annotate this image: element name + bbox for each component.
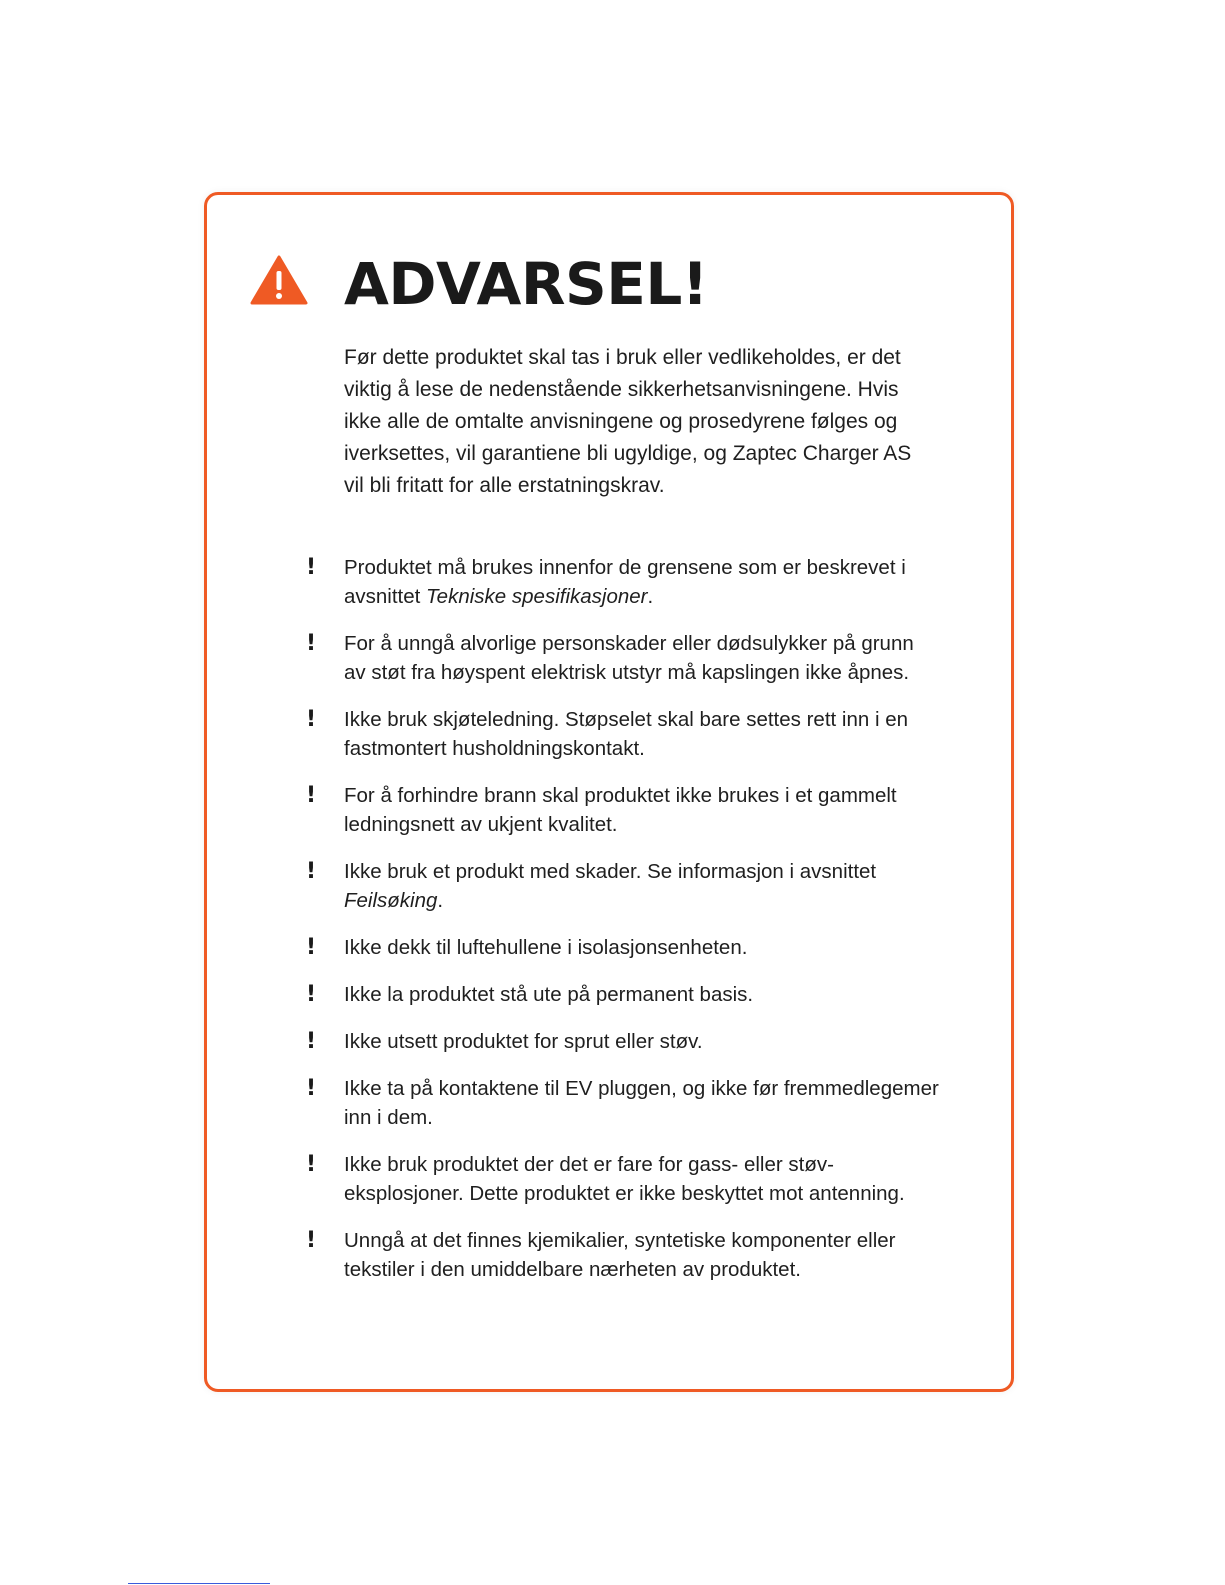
warning-item [300, 1027, 940, 1056]
exclamation-icon: ! [306, 859, 317, 884]
warning-item-text: For å unngå alvorlige personskader eller dødsulykker på grunn av støt fra høyspent elektrisk utstyr må kapslingen ikke åpnes. [344, 632, 914, 684]
warning-item [300, 629, 940, 687]
warning-item [300, 933, 940, 962]
warning-item [300, 553, 940, 611]
warning-item-text: Ikke ta på kontaktene til EV pluggen, og ikke før fremmedlegemer inn i dem. [344, 1077, 939, 1129]
warning-item-punctuation: . [647, 585, 654, 608]
warning-item [300, 781, 940, 839]
warning-list [300, 553, 940, 1302]
warning-item-punctuation: . [437, 889, 444, 912]
exclamation-icon: ! [306, 1076, 317, 1101]
warning-item [300, 1226, 940, 1284]
footer-rule [128, 1583, 270, 1584]
exclamation-icon: ! [306, 1152, 317, 1177]
warning-title: ADVARSEL! [344, 250, 708, 318]
warning-item-text: Ikke dekk til luftehullene i isolasjonsenheten. [344, 936, 748, 959]
warning-triangle-icon [250, 255, 308, 305]
section-reference: Feilsøking [344, 889, 438, 912]
warning-item-text: For å forhindre brann skal produktet ikke brukes i et gammelt ledningsnett av ukjent kvalitet. [344, 784, 897, 836]
warning-item-text: Unngå at det finnes kjemikalier, syntetiske komponenter eller tekstiler i den umiddelbare nærheten av produktet. [344, 1229, 896, 1281]
warning-item [300, 980, 940, 1009]
exclamation-icon: ! [306, 982, 317, 1007]
section-reference: Tekniske spesifikasjoner [426, 585, 648, 608]
warning-intro: Før dette produktet skal tas i bruk eller vedlikeholdes, er det viktig å lese de nedenstående sikkerhetsanvisningene. Hvis ikke alle de omtalte anvisningene og prosedyrene følges og iverksettes, vil garantiene bli ugyldige, og Zaptec Charger AS vil bli fritatt for alle erstatningskrav. [344, 346, 912, 497]
warning-item [300, 705, 940, 763]
exclamation-icon: ! [306, 707, 317, 732]
warning-item [300, 1150, 940, 1208]
exclamation-icon: ! [306, 783, 317, 808]
warning-item [300, 1074, 940, 1132]
warning-item-text: Ikke la produktet stå ute på permanent basis. [344, 983, 754, 1006]
warning-item [300, 857, 940, 915]
exclamation-icon: ! [306, 1029, 317, 1054]
warning-item-text: Ikke bruk skjøteledning. Støpselet skal bare settes rett inn i en fastmontert husholdningskontakt. [344, 708, 909, 760]
exclamation-icon: ! [306, 1228, 317, 1253]
exclamation-icon: ! [306, 631, 317, 656]
warning-item-text: Ikke bruk et produkt med skader. Se informasjon i avsnittet [344, 860, 877, 883]
warning-item-text: Ikke utsett produktet for sprut eller støv. [344, 1030, 703, 1053]
exclamation-icon: ! [306, 555, 317, 580]
warning-item-text: Ikke bruk produktet der det er fare for gass- eller støv-eksplosjoner. Dette produktet er ikke beskyttet mot antenning. [344, 1153, 905, 1205]
exclamation-icon: ! [306, 935, 317, 960]
warning-item-text: Produktet må brukes innenfor de grensene som er beskrevet i avsnittet [344, 556, 906, 608]
